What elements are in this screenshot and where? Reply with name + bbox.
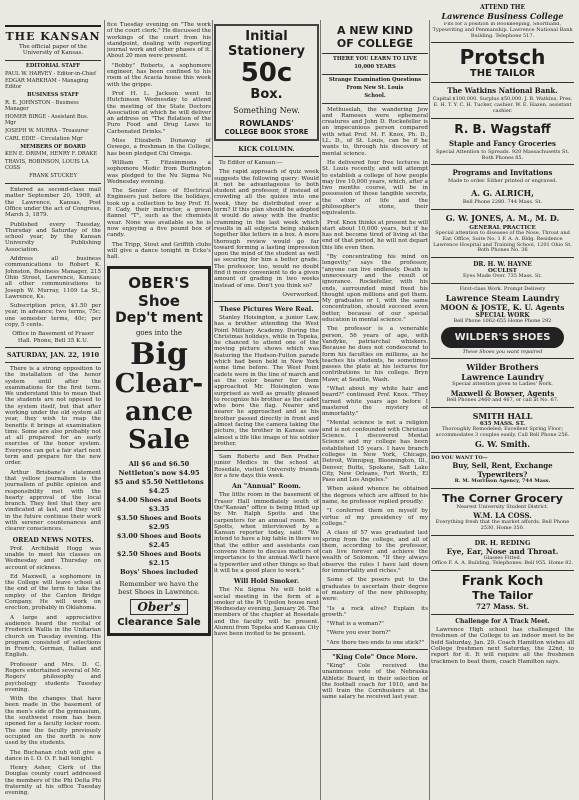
shoe-tagline: These Shoes you want repaired [462,348,543,355]
laundry-name: Lawrence Steam Laundry [445,292,560,303]
hayne-text: Eyes Made Over. 735 Mass. St. [463,273,542,280]
alrich-address: Bell Phone 2280. 744 Mass. St. [462,199,543,206]
article-body: The Nu Sigma Nu will hold a social meeting in the form of a smoker at the Pi Upsilon house next Wednesday evening, January 26. The members of the chapter at Rosedale and the faculty will be present. Alumni from Topeka and Kansas City have been invited to be present. [214,587,319,638]
news-note: "Bobby" Roberts, a sophomore engineer, has been confined to his room at the Acacia house this week with the grippe. [107,62,211,88]
corner-grocery-owner: W.M. LA COSS. [473,510,532,520]
price-line: Boys' Shoes included [119,568,198,577]
ober-sale: Sale [127,425,191,456]
reding-office: Office F. A. A. Building. Telephones: Bell 955. Home 82. [431,560,574,567]
column-3 [214,22,319,796]
price-line: $2.50 Shoes and Boots $2.15 [116,550,202,568]
hayne-name: DR. H. W. HAYNE [473,261,532,269]
wagstaff-name: R. B. Wagstaff [454,121,551,136]
shoe-logo: WILDER'S SHOES [441,327,564,348]
laundry-agents: MOON & JOSTE, K. U. Agents [440,302,565,312]
article-heading: An "Annual" Room. [231,482,301,491]
reding-name: DR. H. REDING [474,538,531,547]
koch-tag: The Tailor [472,589,533,603]
attend-label: ATTEND THE [479,4,526,11]
letter-salutation: To Editor of Kansan:— [219,160,283,166]
article-paragraph: "By concentrating his mind on longevity," says the professor, "anyone can live endlessly. Death is unnecessary and the result of ignorance. Rockefeller, with his ends, surrounded mind fixed his thought upon millions and got them. My graduates or I, with the same concentration, should succeed even better, because of our special education in mental science." [322,254,428,324]
staff-line: FRANK STUCKEY [29,173,77,180]
article-paragraph: When asked whence he obtained the degrees which are affixed to his name, he professor replied proudly: [322,486,428,506]
programs-heading: Programs and Invitations [452,168,553,178]
news-note: The Senior class of Electrical Engineers just before the holidays, took up a collection to buy Prof. H. P. Cady, their instructor, a green flannel "T", such as the chemists wear. None was available so he is now enjoying a five pound box of candy. [107,188,211,239]
subheading: Strange Examination Questions [328,76,422,83]
ober-goes: goes into the [135,329,183,338]
news-note: William T. Fitzsimmons a sophomore Medic from Burlington was pledged to the Nu Sigma Nu Wednesday evening. [107,159,211,185]
ober-footer: Clearance Sale [117,617,201,629]
typewriter-line: DO YOU WANT TO— [431,454,488,461]
corner-grocery-name: The Corner Grocery [442,492,563,506]
laundry-phones: Bell Phone 1062-655 Home Phone 292 [453,317,552,324]
staff-line: CARL EDIE - Circulation Mgr [5,135,83,142]
news-note: Prof. Archibald Hogg was unable to meet his classes on Wednesday and Thursday on account of sickness. [5,545,101,571]
news-note: Henry Asher, Clerk of the Douglas county court addressed the members of the Phi Delta Phi fraternity at his office Tuesday evening. [5,765,101,796]
ober-dept: Dep't ment [115,310,203,327]
smith-address: 635 MASS. ST. [479,420,526,427]
ad-title: Initial [245,29,288,44]
article-paragraph: The professor is a venerable person, 56 years of age, with Vandyke, patriarchal whiskers. Because he does not condescend to form his faculties on millions, as he teaches his students, he sometimes passes the plate at his lectures for contributions to his college. Bryn Mawr, at Seattle, Wash. [322,326,428,383]
editorial-paragraph: Arthur Brisbane's statement that yellow journalism is the journalism of public opinion and responsibility met with the hearty approval of the local branch. They feel that they are vindicated at last, and they will in the future continue their work with serener countenances and clearer consciences. [5,469,101,533]
business-college-script: Lawrence Business College [441,11,564,21]
laundry-line: First-class Work. Prompt Delivery [459,285,546,292]
ad-title: Stationery [228,44,305,59]
smith-hall: SMITH HALL [472,410,533,421]
headline: A NEW KIND [337,24,413,37]
article-paragraph: A class of 57 was graduated last spring from the college, and all of them, according to the professor, can live forever and achieve the wealth of Solomon. "If they always observe the rules I have laid down for immortality and riches." [322,530,428,575]
news-note: Miss Elizabeth Dunaway of Oswego, a freshman in the College, has been pledged Chi Omega. [107,138,211,157]
jones-text: Special attention to diseases of the Nose, Throat and Ear. Office, Suite No. 1 F. A. A. Bldg. Residence Lawrence Hospital and Training School, 1201 Ohio St. Both Phones No. 36 [433,229,572,254]
watkins-heading: The Watkins National Bank. [447,86,558,96]
ober-clear: Clear- [114,369,204,400]
wagstaff-text: Special Attention to Spreads. 920 Massachusetts St. Both Phones 85. [435,148,570,161]
masthead-intro: The official paper of the University of Kansas. [18,44,87,57]
corner-grocery-line: Nearest University Student District. [456,504,549,511]
obers-clearance-ad [107,266,211,636]
article-heading: Will Hold Smoker. [233,577,300,586]
staff-line: TRAVIS, ROBINSON, LOUIS LA COSS [5,159,89,172]
article-heading: Challenge for A Track Meet. [455,618,550,626]
subheading: 10,000 YEARS [354,63,396,70]
staff-line: BUSINESS STAFF [27,92,79,99]
article-body: Stanley Hoisington, a junior Law, has a brother attending the West Point Military Academy. During the Christmas holidays, while in Topeka, he chanced to attend one of the moving picture shows which was featuring the Hudson-Fulton parade which had been held in New York some time before. The West Point cadets were in the line of march and as the color bearer for them approached Mr. Hoisington was surprised as well as greatly pleased to recognize his brother as the cadet who bore the flag. Nearer and nearer he approached and as his brother passed directly in front and almost facing the camera taking the picture, the brother in Kansas saw almost a life like image of his soldier brother. [214,314,319,447]
entered-notice: Entered as second-class mail matter September 20, 1909, at the Lawrence, Kansas, Post Office under the act of Congress, March 3, 1879. [5,187,101,219]
news-note: The Tripp, Stout and Griffith clubs will give a dance tonight in Ecke's hall. [107,241,211,261]
koch-name: Frank Koch [461,574,544,590]
news-note: A large and appreciative audience heard the recital of Frederick Wallis in the Unitarian church on Tuesday evening. His program consisted of selections in French, German, Italian and English. [5,614,101,659]
reding-glasses: Glasses Fitted. [483,554,522,561]
alrich-name: A. G. ALRICH, [471,188,534,199]
article-body: Lawrence High school has challenged the freshmen of the College to an indoor meet to be held Saturday, Jan. 29. Coach Hamilton wishes all College freshmen next Saturday, the 22nd, to report for it. It will require all the freshmen trackmen to beat them, coach Hamilton says. [431,627,574,665]
wilder-name: Wilder Brothers [466,362,539,373]
editorial-paragraph: There is a strong opposition to the installation of the honor system until after the examinations for the first term. We understand this to mean that the students are not opposed to the system itself, but that after working under the old system all year, they wish to reap the benefits it brings at examination time. Some are also probably not at all prepared for an early exercise of the honor system. Everyone can get a fair start next term and prepare for the new order. [5,365,101,467]
rowlands-stationery-ad [214,24,319,141]
price-line: $5 and $5.50 Nettletons $4.25 [114,478,204,496]
subscription-notice: Subscription price, $1.50 per year, in advance; two terms, 75c; one semester terms, 40c; per copy, 5 cents. [5,303,101,329]
price-line: $3.50 Shoes and Boots $2.95 [116,514,202,532]
maxwell-name: Maxwell & Bowser, Agents [450,389,555,399]
staff-line: EDGAR MARKHAM - Managing Editor [5,78,89,91]
letter-body: The rapid approach of quiz week suggests the following query: Would it not be advantageous to both student and professor, if instead of crowding all the quizes into one week, they be distributed over a term? If this plan should be adopted it would do away with the frantic cramming in the last week which results in all subjects being shaken together like letters in a box. A more thorough review would go far toward forming a lasting impression upon the mind of the student as well as securing for him a better grade. The professor, too, would no doubt find it more convenient to do a given amount of grading in two weeks instead of one. Don't you think so? [214,169,319,289]
smith-name: G. W. Smith. [474,438,530,449]
news-note: fice Tuesday evening on "The work of the court clerk." He discussed the workings of the court from his standpoint, dealing with reporting journal work and other phases of it. About 20 men were present. [107,22,211,60]
price-line: $4.00 Shoes and Boots $3.35 [116,496,202,514]
staff-line: EDITORIAL STAFF [25,62,81,69]
column-1 [5,22,101,796]
reding-specialty: Eye, Ear, Nose and Throat. [446,546,559,556]
ober-prices [114,460,204,577]
ad-new: Something New. [233,106,300,115]
article-paragraph: "I conferred them on myself by virtue of my presidency of my college." [322,508,428,527]
article-body: "King" Cole received the unanimous vote of the Nebraska Athletic Board, in their selection of the football coach for 1910, and he will train the Cornhuskers at the same salary he received last year. [322,662,428,701]
article-paragraph: "Mental science is not a religion and is not confounded with Christian Science. I discovered Mental Science and my college has been established 15 years. I have branch colleges in New York, Chicago, Detroit, Winnipeg, Bloomington, Ill., Denver, Butte, Spokane, Salt Lake City, New Orleans, Fort Worth, El Paso and Los Angeles." [322,420,428,484]
price-line: All $6 and $6.50 Nettleton's now $4.95 [118,460,200,478]
page-top-header [431,4,574,21]
column-4 [322,22,428,796]
watkins-text: Capital $100,000. Surplus $50,000. J. B. Watkins, Pres. E. H. T. Y. C. H. Tucker, cashier. W. E. Hazen, assistant cashier. [432,96,573,114]
staff-line: KEN E. DRIMM, HENRY F. DRAKE [5,151,98,158]
laundry-special: SPECIAL WORK [475,311,530,319]
news-notes-heading: OREAD NEWS NOTES. [12,535,94,544]
corner-grocery-text: Everything fresh that the market affords. Bell Phone 2530, Home 350. [435,518,570,531]
maxwell-text: Bell Phones 2460 and 467, or call at No. 67. [446,397,559,404]
kick-column-heading: KICK COLUMN. [238,145,295,153]
news-note: With the changes that have been made in the basement of the men's side of the gymnasium, the southwest room has been opened for a faculty locker room. The one the faculty previously occupied on the north is now used by the students. [5,696,101,747]
published-notice: Published every Tuesday, Thursday and Saturday of the school year, by the Kansan University Publishing Association. [5,221,101,253]
ober-logo: Ober's [130,599,188,615]
ober-remember: Remember we have the best Shoes in Lawrence. [118,580,200,597]
news-note: Sam Roberts and Ben Prather junior Medics in the school at Rosedale, visited University friends for a few days this week. [214,454,319,480]
exam-question: "What is a woman?" [327,621,384,628]
article-heading: These Pictures Were Real. [219,304,314,313]
jones-name: G. W. JONES, A. M., M. D. [445,212,560,223]
headline: OF COLLEGE [336,37,414,50]
staff-list [5,64,101,181]
wagstaff-line: Staple and Fancy Groceries [449,138,556,148]
staff-line: JOSEPH W. MURRA - Treasurer [5,127,89,134]
masthead: THE KANSAN [5,30,101,43]
business-college-text: Fits for a position in Bookkeeping, Shorthand, Typewriting and Penmanship. Lawrence National Bank Building. Telephone 517. [432,22,573,39]
article-paragraph: Prof. Knox thinks at present he will start about 10,000 years, but if he has not become tired of living at the end of that period, he will not depart this life even then. [322,219,428,251]
protsch-tag: THE TAILOR [469,68,536,80]
staff-line: PAUL W. HARVEY - Editor-in-Chief [5,70,96,77]
news-note: Ed Maxwell, a sophomore in the College will leave school at the end of the term to take the employ of the Canton Bridge Company. He will work on erection, probably in Oklahoma. [5,573,101,612]
column-5 [431,22,574,796]
article-paragraph: "What about my white hair and beard?" continued Prof. Knox. "They turned white years ago before I mastered the mystery of immortality." [322,386,428,418]
news-note: Professor and Mrs. D. C. Rogers entertained several of Mr. Rogers' philosophy and psychology students Tuesday evening. [5,661,101,693]
wilder-laundry: Lawrence Laundry [461,372,544,383]
ad-price: 50c [240,58,293,88]
hayne-title: OCULIST [488,268,517,275]
ober-big: Big [130,337,188,373]
staff-line: HOMER BIRGE - Assistant Bus. Mgr [5,113,89,126]
address-notice: Address all business communications to Robert K. Johnston, Business Manager, 215 Ohio Street, Lawrence, Kansas; all other communications to Joseph W. Murray, 1109 La St., Lawrence, Ks. [5,256,101,300]
jones-practice: GENERAL PRACTICE [469,224,536,231]
ober-shoe: Shoe [138,292,180,311]
exam-question: "Were you ever born?" [327,630,391,637]
koch-address: 727 Mass. St. [476,602,529,612]
column-2 [107,22,211,796]
ober-name: OBER'S [128,274,190,293]
staff-line: R. E. JOHNSTON - Business Manager [5,100,79,113]
subheading: School. [364,92,386,99]
price-line: $3.00 Shoes and Boots $2.45 [116,532,202,550]
smith-text: Thoroughly Remodeled; Excellent Spring Floor; accommodates 3 couples easily. Call Bell Phone 256. [435,425,570,438]
subheading: THERE YOU LEARN TO LIVE [332,56,418,62]
news-note: Prof H. L. Jackson went to Hutchinson Wednesday to attend the meeting of the State Doctors Association at which he will deliver an address on "The Relation of the Pure Food and Drug Laws to Carbonated Drinks." [107,90,211,135]
exam-question: "Is a rock alive? Explain its growth." [322,605,428,618]
protsch-name: Protsch [459,45,546,70]
ober-ance: ance [124,397,194,428]
typewriter-agency: R. M. Morrison Agency, 744 Mass. [454,478,551,485]
ad-store: ROWLANDS' [239,119,294,128]
letter-signature: Overworked. [282,291,319,298]
article-heading: "King Cole" Once More. [332,652,418,661]
subheading: From New St. Louis [346,84,404,91]
article-paragraph: Some of the posers put to the graduates to ascertain their degree of mastery of the new philosophy, were: [322,577,428,603]
dateline: SATURDAY, JAN. 22, 1910 [6,350,100,359]
exam-question: "Are there two ends to one stick?" [327,639,425,646]
office-notice: Office in Basement of Fraser Hall. Phone, Bell 35 K.U. [12,331,94,344]
article-paragraph: Methuselah, the wandering Jew and Rameses were ephemeral creatures and John D. Rockefeller is an impecunious person compared with what Prof. M. F. Knox, Ph. D., LL. D., of St. Louis, can be if he wants to, through his discovery of mental science. [322,106,428,157]
article-paragraph: He delivered four free lectures in St. Louis recently, and will attempt to establish a college of how people may live 10,000 years, which, after a two months course, will be in possession of those tangible secrets, the elixir of life and the philosopher's stone, their equivalents. [322,159,428,217]
staff-line: MEMBERS OF BOARD [20,143,86,150]
news-note: The Buchanan club will give a dance in I. O. O. F. hall tonight. [5,749,101,762]
ad-box: Box. [250,87,283,102]
wilder-text: Special attention given to Ladies' work. [452,381,553,388]
programs-text: Made to order. Either printed or engraved. [448,178,557,185]
article-body: The little room in the basement of Fraser Hall immediately south of the"Kansan" office is being fitted up by Mr. Ralph Spotts and the carpenters for an annual room. Mr. Spotts, when interviewed by a Kansan reporter today, said: "We intend to have a big table in there so that the editor and assistants can convene there to discuss matters of importance to the annual.We'll have a typewriter and other things so that it will be a good place to work." [214,492,319,574]
ad-store: COLLEGE BOOK STORE [224,128,309,136]
typewriter-heading: Buy, Sell, Rent, Exchange Typewriters? [452,461,553,480]
